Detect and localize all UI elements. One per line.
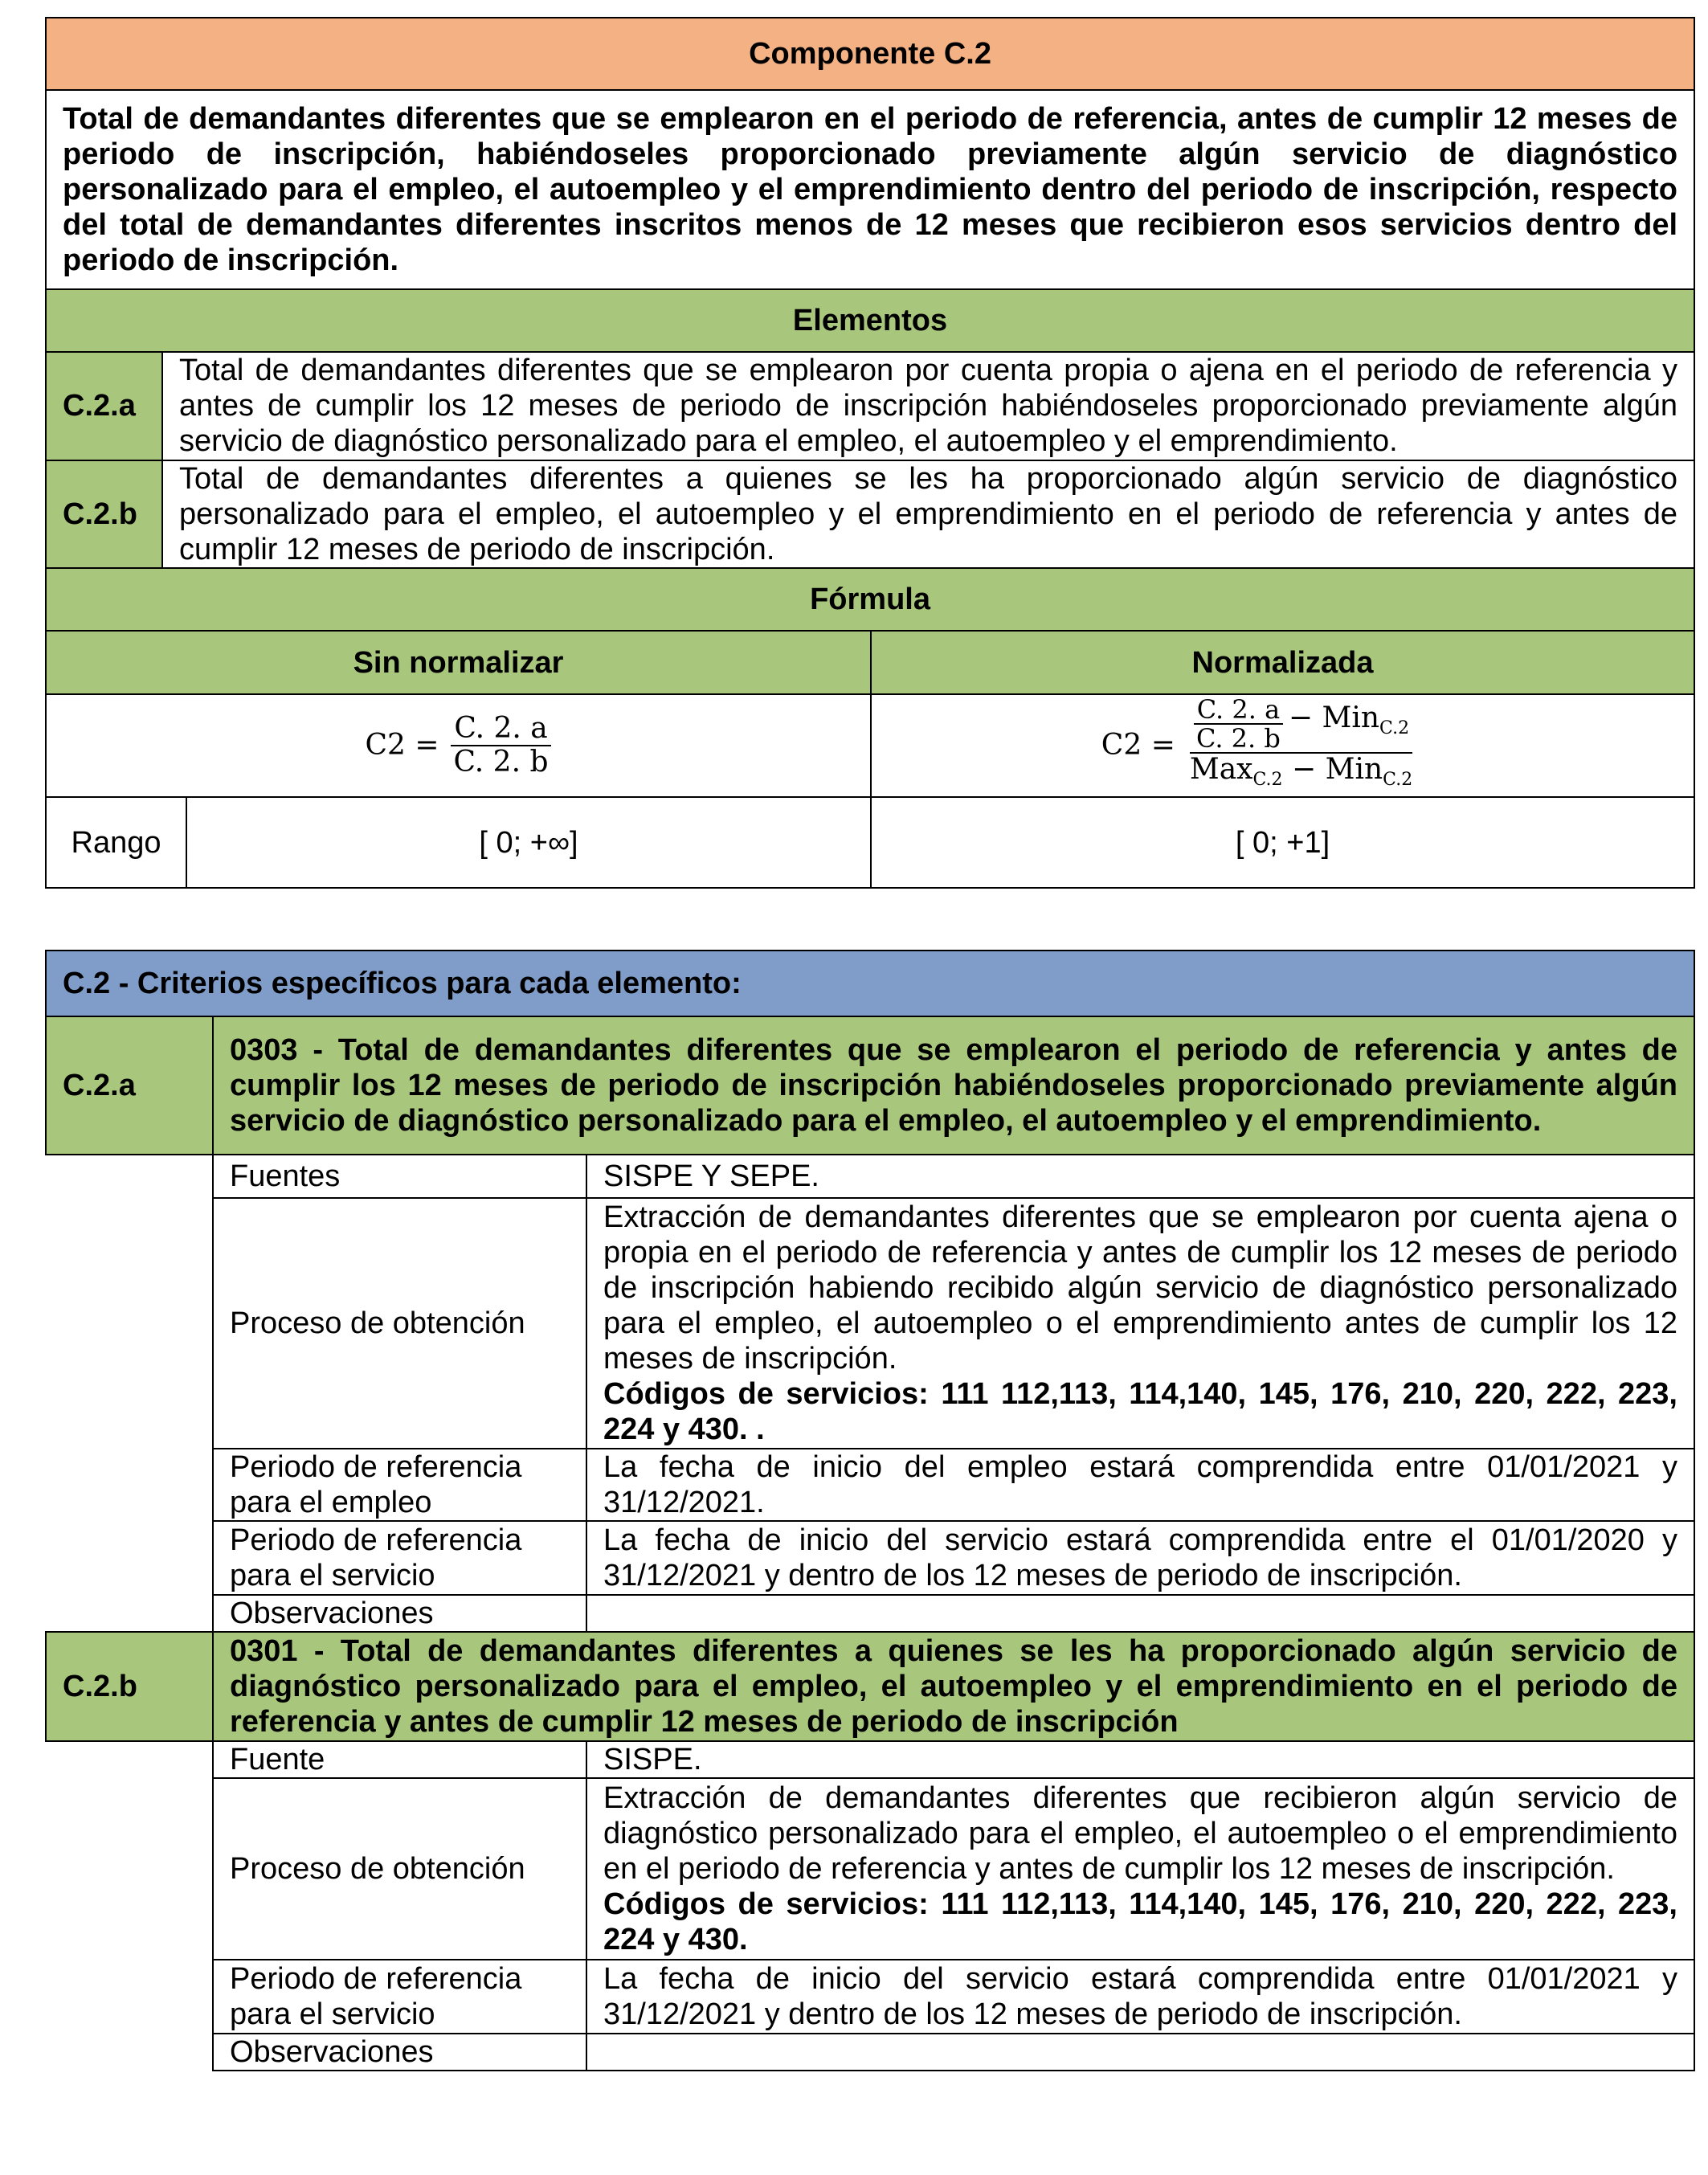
- formula-numerator: C. 2. a: [451, 713, 550, 746]
- element-code: C.2.a: [46, 352, 162, 460]
- min-subscript: C.2: [1383, 769, 1413, 790]
- proceso-text: Extracción de demandantes diferentes que se emplearon por cuenta ajena o propia en el periodo de referencia y antes de cumplir los 12 meses de periodo de inscripción habiendo recibido algún servicio de diagnóstico personalizado para el empleo, el autoempleo o el emprendimiento antes de cumplir los 12 meses de inscripción.: [603, 1200, 1677, 1376]
- rango-label: Rango: [46, 797, 186, 888]
- formula-denominator: [1187, 754, 1416, 796]
- criteria-header: C.2 - Criterios específicos para cada elemento:: [46, 951, 1694, 1016]
- element-code: C.2.b: [46, 460, 162, 569]
- min-subscript: C.2: [1379, 718, 1410, 739]
- normalizada-header: Normalizada: [871, 631, 1694, 693]
- periodo-servicio-label: Periodo de referencia para el servicio: [213, 1521, 586, 1595]
- element-text: Total de demandantes diferentes que se emplearon por cuenta propia o ajena en el periodo de referencia y antes de cumplir los 12 meses de periodo de inscripción habiéndoseles proporcionado previamente algún servicio de diagnóstico personalizado para el empleo, el autoempleo y el emprendimiento.: [162, 352, 1694, 460]
- element-title: 0301 - Total de demandantes diferentes a quienes se les ha proporcionado algún servicio de diagnóstico personalizado para el empleo, el autoempleo y el emprendimiento en el periodo de referencia y antes de cumplir 12 meses de periodo de inscripción: [213, 1632, 1694, 1741]
- proceso-codes: Códigos de servicios: 111 112,113, 114,140, 145, 176, 210, 220, 222, 223, 224 y 430. .: [603, 1377, 1677, 1446]
- periodo-empleo-value: La fecha de inicio del empleo estará comprendida entre 01/01/2021 y 31/12/2021.: [586, 1449, 1694, 1521]
- component-table: [45, 17, 1695, 889]
- periodo-servicio-label: Periodo de referencia para el servicio: [213, 1960, 586, 2034]
- periodo-servicio-value: La fecha de inicio del servicio estará comprendida entre el 01/01/2020 y 31/12/2021 y dentro de los 12 meses de periodo de inscripción.: [586, 1521, 1694, 1595]
- element-code: C.2.a: [46, 1016, 213, 1155]
- periodo-servicio-value: La fecha de inicio del servicio estará comprendida entre 01/01/2021 y 31/12/2021 y dentro de los 12 meses de periodo de inscripción.: [586, 1960, 1694, 2034]
- component-title: Componente C.2: [46, 18, 1694, 90]
- max-term: Max: [1189, 752, 1253, 786]
- criteria-table: [45, 950, 1695, 2071]
- fuente-label: Fuente: [213, 1741, 586, 1778]
- fuentes-value: SISPE Y SEPE.: [586, 1155, 1694, 1198]
- proceso-label: Proceso de obtención: [213, 1778, 586, 1960]
- formula-denominator: C. 2. b: [453, 746, 549, 779]
- rango-normalizada: [ 0; +1]: [871, 797, 1694, 888]
- formula-numerator: [1190, 693, 1412, 754]
- min-term: − Min: [1288, 701, 1380, 735]
- observaciones-value: [586, 2034, 1694, 2071]
- proceso-label: Proceso de obtención: [213, 1198, 586, 1449]
- element-title: 0303 - Total de demandantes diferentes que se emplearon el periodo de referencia y antes de cumplir los 12 meses de periodo de inscripción habiéndoseles proporcionado previamente algún servicio de diagnóstico personalizado para el empleo, el autoempleo y el emprendimiento.: [213, 1016, 1694, 1155]
- proceso-codes: Códigos de servicios: 111 112,113, 114,140, 145, 176, 210, 220, 222, 223, 224 y 430.: [603, 1887, 1677, 1956]
- proceso-text: Extracción de demandantes diferentes que recibieron algún servicio de diagnóstico personalizado para el empleo, el autoempleo o el emprendimiento en el periodo de referencia y antes de cumplir los 12 meses de inscripción.: [603, 1781, 1677, 1886]
- proceso-value: [586, 1778, 1694, 1960]
- component-description: Total de demandantes diferentes que se emplearon en el periodo de referencia, antes de cumplir 12 meses de periodo de inscripción, habiéndoseles proporcionado previamente algún servicio de diagnóstico personalizado para el empleo, el autoempleo y el emprendimiento dentro del periodo de inscripción, respecto del total de demandantes diferentes inscritos menos de 12 meses que recibieron esos servicios dentro del periodo de inscripción.: [46, 90, 1694, 288]
- formula-normalizada: [871, 694, 1694, 798]
- formula-header: Fórmula: [46, 568, 1694, 631]
- rango-sin-normalizar: [ 0; +∞]: [186, 797, 871, 888]
- formula-sin-normalizar: [46, 694, 871, 798]
- element-text: Total de demandantes diferentes a quienes se les ha proporcionado algún servicio de diagnóstico personalizado para el empleo, el autoempleo y el emprendimiento en el periodo de referencia y antes de cumplir 12 meses de periodo de inscripción.: [162, 460, 1694, 569]
- formula-fraction: [1187, 693, 1416, 796]
- inner-denominator: C. 2. b: [1195, 722, 1281, 754]
- observaciones-value: [586, 1595, 1694, 1632]
- inner-fraction: [1193, 693, 1284, 754]
- inner-numerator: C. 2. a: [1194, 696, 1283, 725]
- periodo-empleo-label: Periodo de referencia para el empleo: [213, 1449, 586, 1521]
- min-term: − Min: [1282, 752, 1383, 786]
- formula-lhs: C2 =: [1101, 729, 1175, 762]
- element-code: C.2.b: [46, 1632, 213, 1741]
- observaciones-label: Observaciones: [213, 2034, 586, 2071]
- max-subscript: C.2: [1252, 769, 1283, 790]
- sin-normalizar-header: Sin normalizar: [46, 631, 871, 693]
- elementos-header: Elementos: [46, 289, 1694, 352]
- proceso-value: [586, 1198, 1694, 1449]
- fuentes-label: Fuentes: [213, 1155, 586, 1198]
- fuente-value: SISPE.: [586, 1741, 1694, 1778]
- formula-lhs: C2 =: [365, 729, 439, 762]
- observaciones-label: Observaciones: [213, 1595, 586, 1632]
- formula-fraction: [451, 713, 552, 779]
